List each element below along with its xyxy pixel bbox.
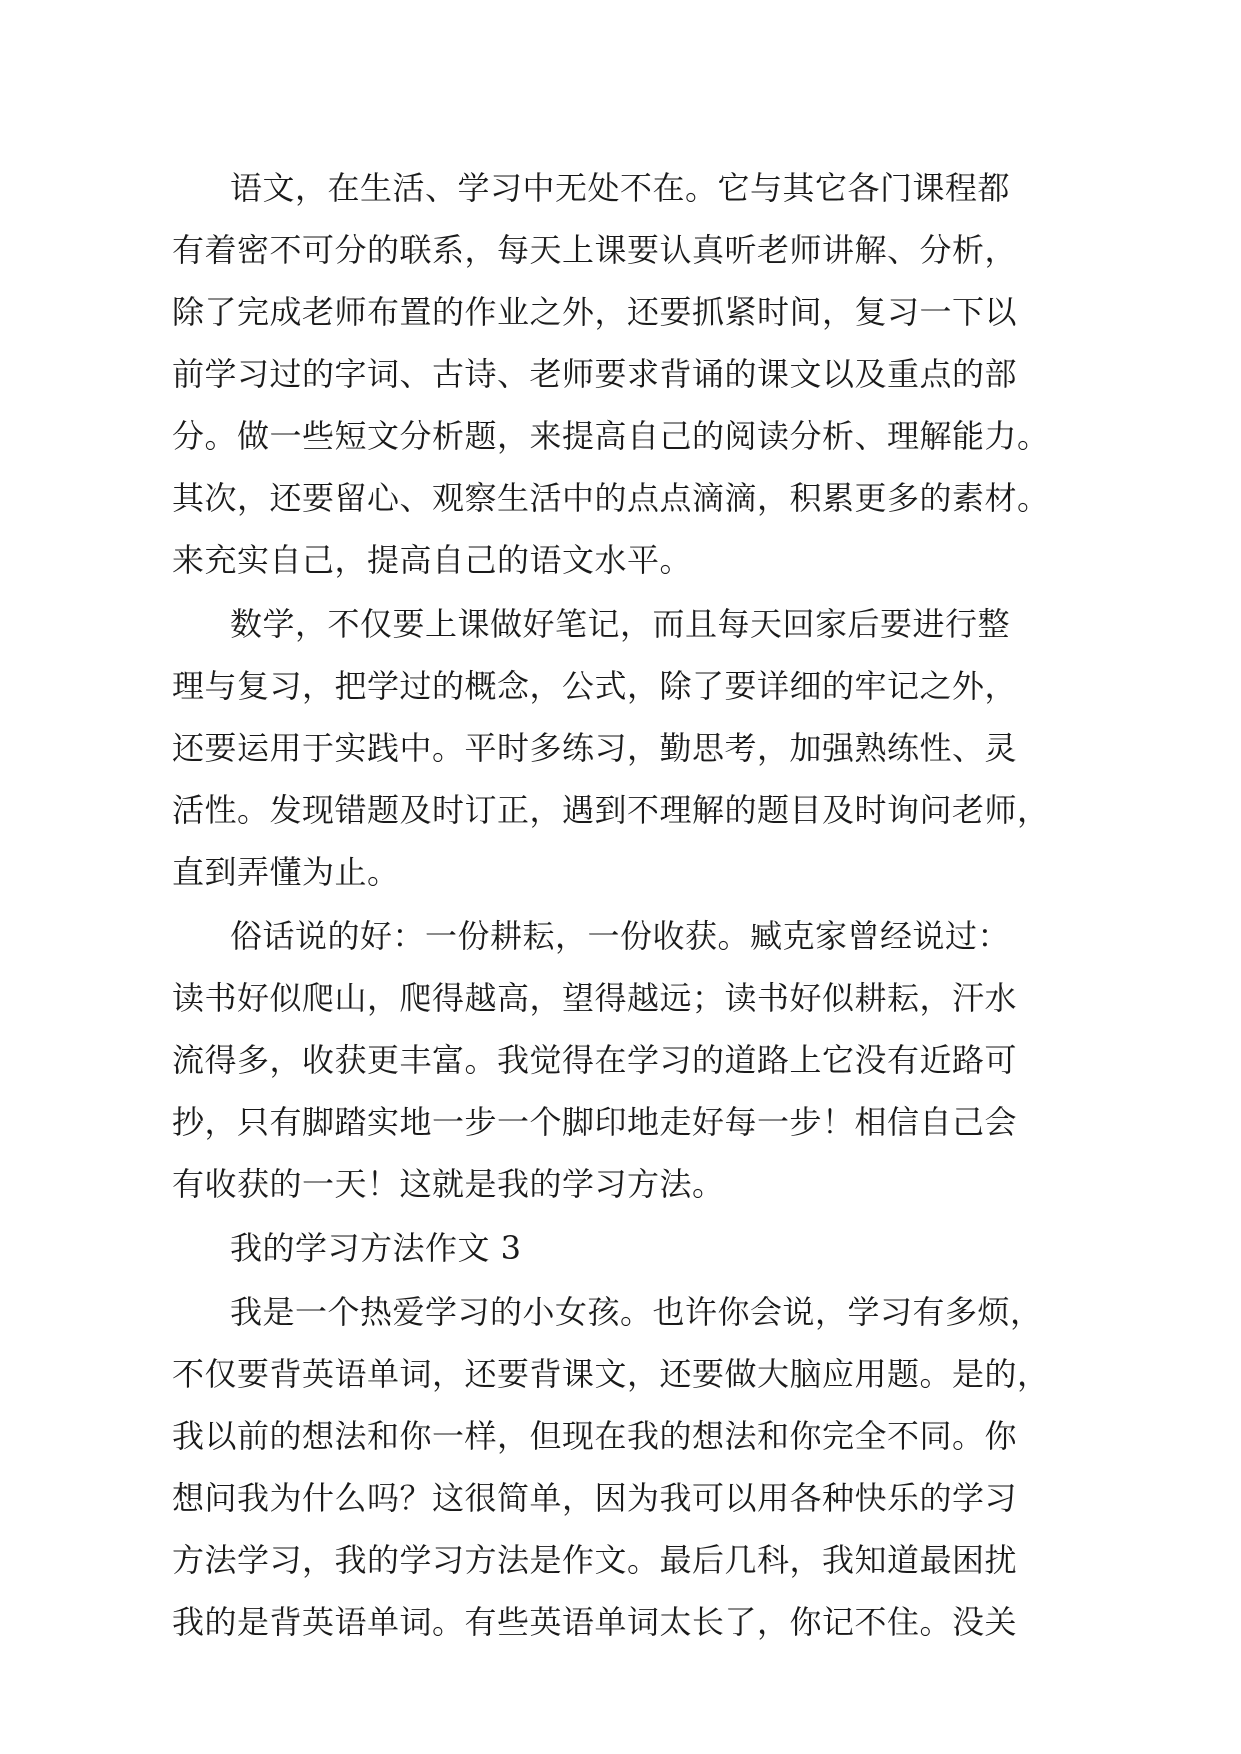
text-line: 有收获的一天！这就是我的学习方法。 — [172, 1165, 725, 1203]
text-line: 方法学习，我的学习方法是作文。最后几科，我知道最困扰 — [172, 1541, 1018, 1579]
text-line: 俗话说的好：一份耕耘，一份收获。臧克家曾经说过： — [230, 917, 1011, 955]
text-line: 抄，只有脚踏实地一步一个脚印地走好每一步！相信自己会 — [172, 1103, 1018, 1141]
text-line: 想问我为什么吗？这很简单，因为我可以用各种快乐的学习 — [172, 1479, 1018, 1517]
section-heading: 我的学习方法作文 3 — [230, 1229, 522, 1267]
text-line: 直到弄懂为止。 — [172, 853, 400, 891]
text-line: 流得多，收获更丰富。我觉得在学习的道路上它没有近路可 — [172, 1041, 1018, 1079]
text-line: 我是一个热爱学习的小女孩。也许你会说，学习有多烦， — [230, 1293, 1043, 1331]
text-line: 不仅要背英语单词，还要背课文，还要做大脑应用题。是的， — [172, 1355, 1050, 1393]
text-line: 读书好似爬山，爬得越高，望得越远；读书好似耕耘，汗水 — [172, 979, 1018, 1017]
text-line: 我以前的想法和你一样，但现在我的想法和你完全不同。你 — [172, 1417, 1018, 1455]
text-line: 活性。发现错题及时订正，遇到不理解的题目及时询问老师， — [172, 791, 1050, 829]
text-line: 前学习过的字词、古诗、老师要求背诵的课文以及重点的部 — [172, 355, 1018, 393]
text-line: 还要运用于实践中。平时多练习，勤思考，加强熟练性、灵 — [172, 729, 1018, 767]
text-line: 来充实自己，提高自己的语文水平。 — [172, 541, 693, 579]
text-line: 分。做一些短文分析题，来提高自己的阅读分析、理解能力。 — [172, 417, 1050, 455]
text-line: 语文，在生活、学习中无处不在。它与其它各门课程都 — [230, 169, 1011, 207]
text-line: 数学，不仅要上课做好笔记，而且每天回家后要进行整 — [230, 605, 1011, 643]
text-line: 我的是背英语单词。有些英语单词太长了，你记不住。没关 — [172, 1603, 1018, 1641]
text-line: 理与复习，把学过的概念，公式，除了要详细的牢记之外， — [172, 667, 1018, 705]
text-line: 其次，还要留心、观察生活中的点点滴滴，积累更多的素材。 — [172, 479, 1050, 517]
text-line: 有着密不可分的联系，每天上课要认真听老师讲解、分析， — [172, 231, 1018, 269]
text-line: 除了完成老师布置的作业之外，还要抓紧时间，复习一下以 — [172, 293, 1018, 331]
